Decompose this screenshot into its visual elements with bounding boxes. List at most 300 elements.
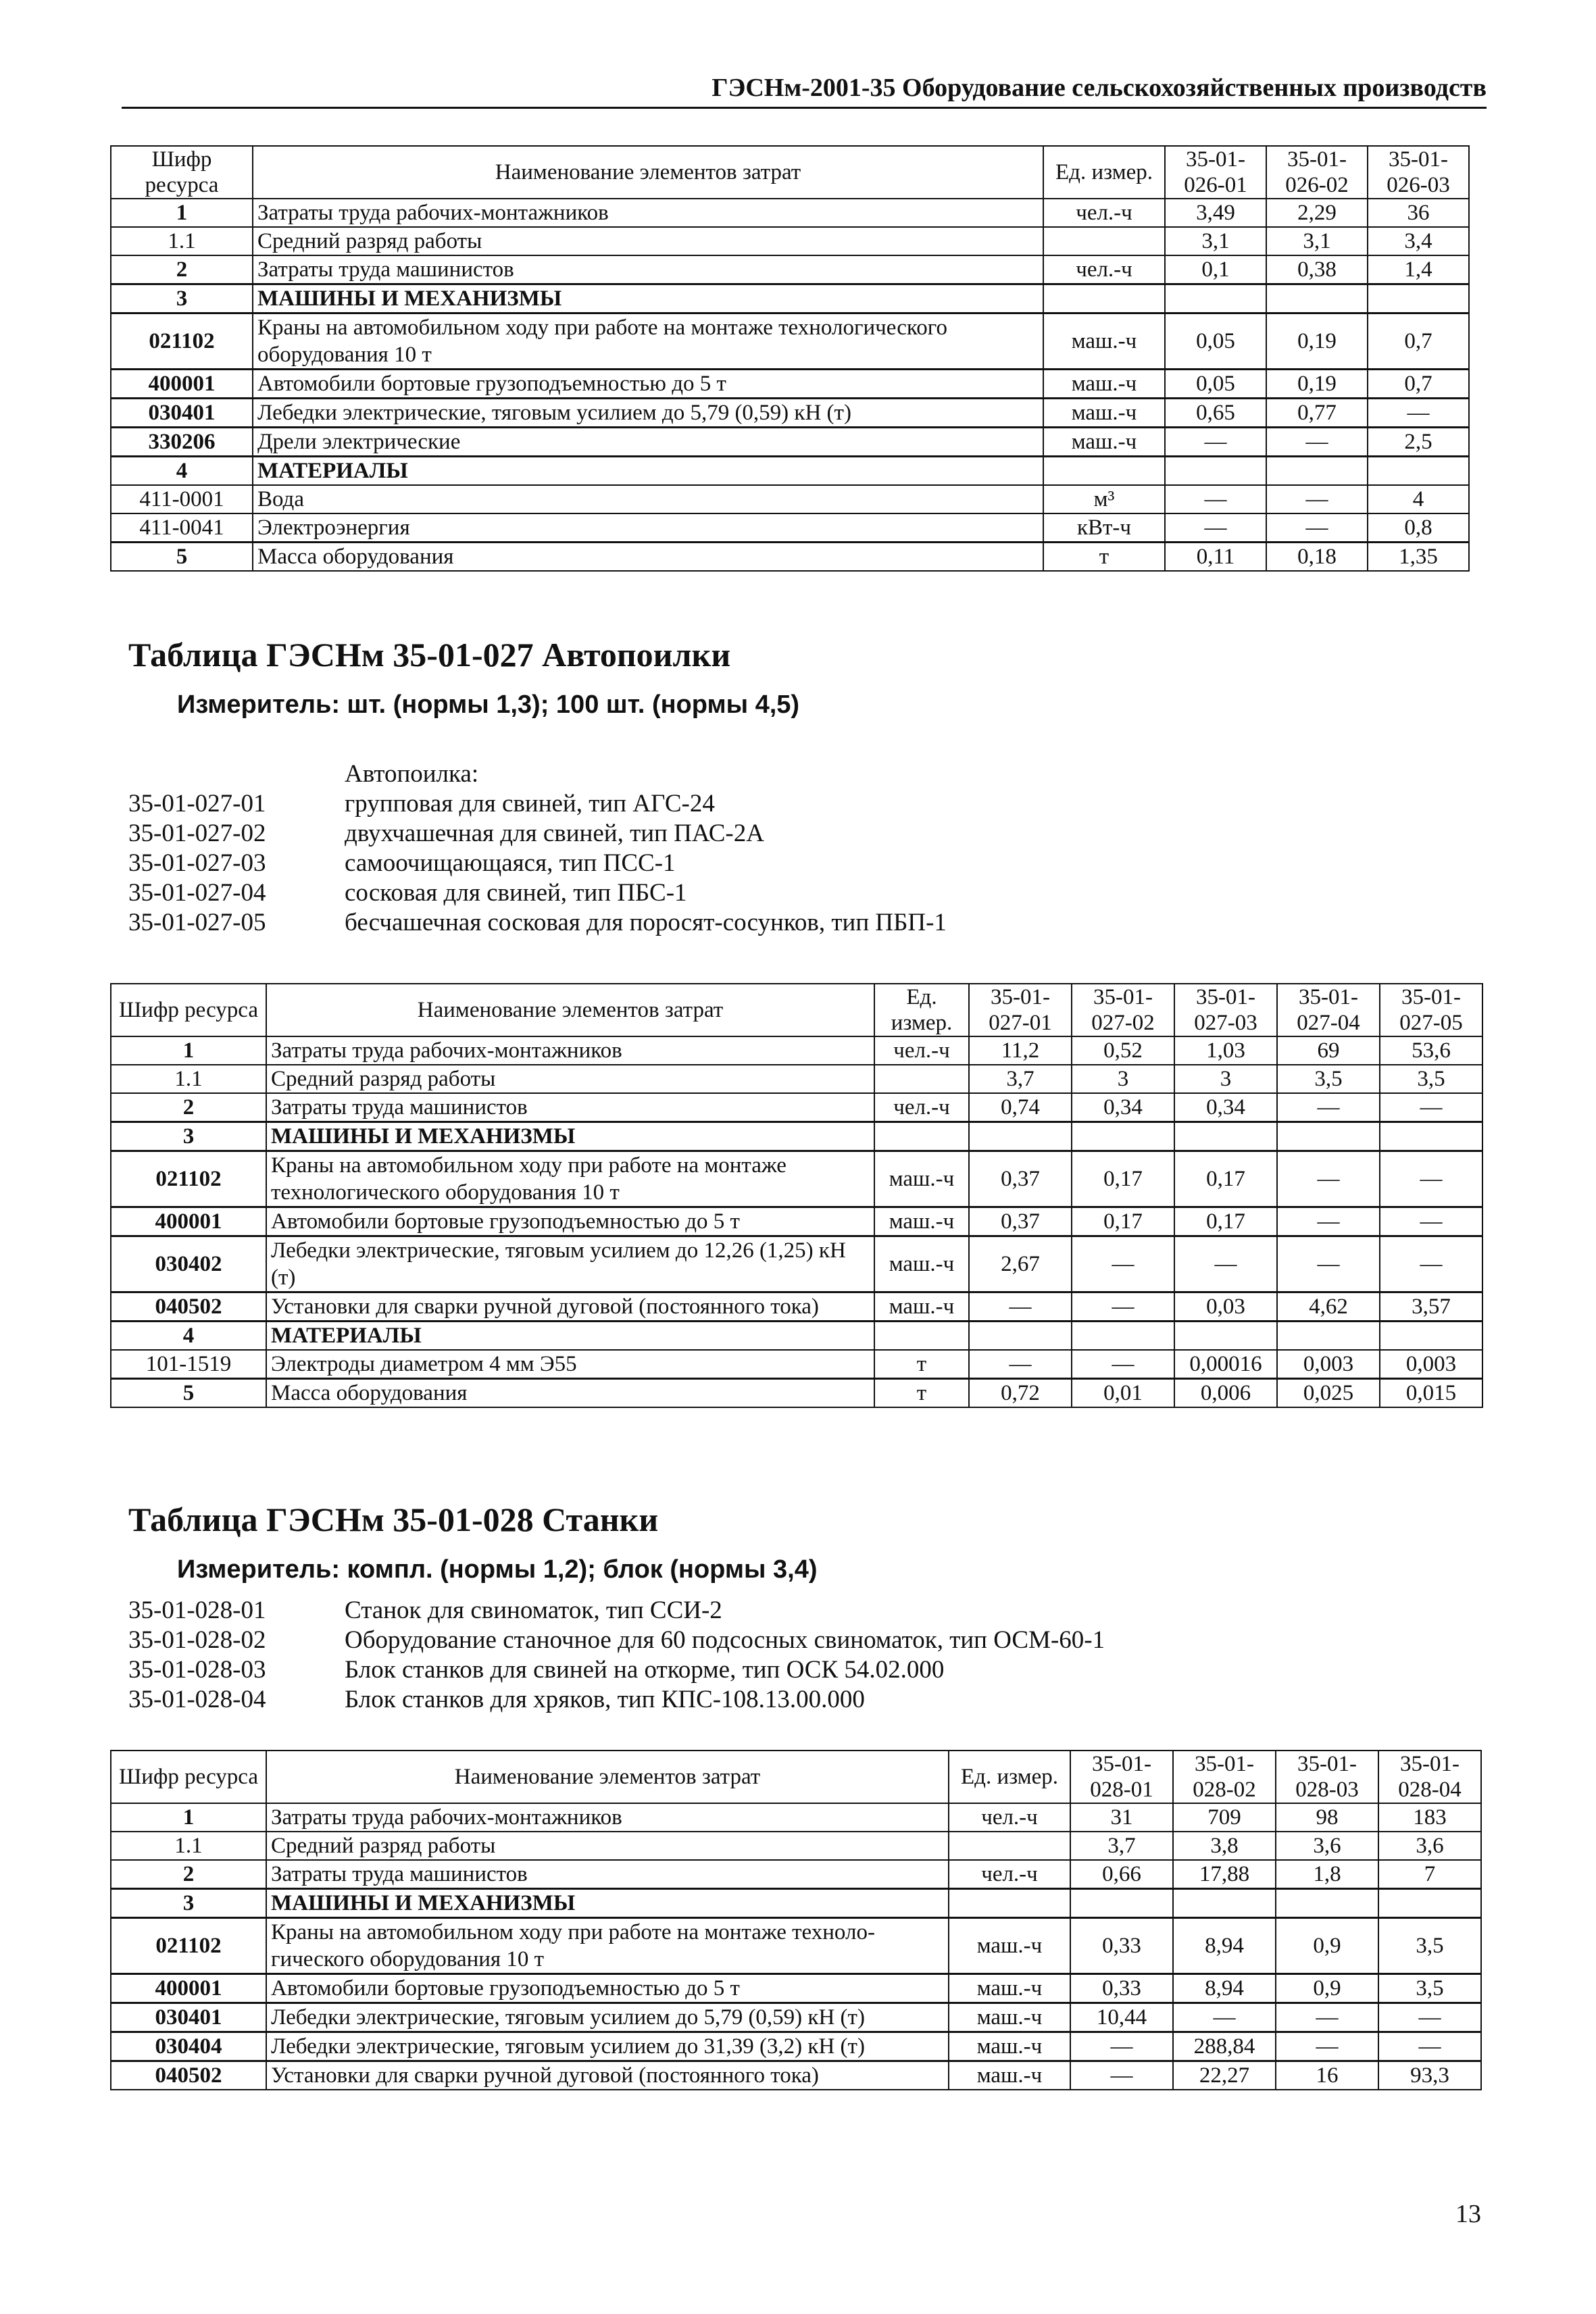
norm-value: 1,4 xyxy=(1368,255,1469,284)
section-title-028: Таблица ГЭСНм 35-01-028 Станки xyxy=(128,1501,659,1538)
header-row xyxy=(111,984,1482,1036)
norm-value: 0,33 xyxy=(1070,1974,1173,2003)
norm-value: 3,5 xyxy=(1277,1065,1380,1093)
norm-value: 8,94 xyxy=(1173,1974,1276,2003)
norm-value: 0,17 xyxy=(1072,1151,1174,1207)
norm-value: — xyxy=(1165,428,1266,457)
norm-value: 0,17 xyxy=(1072,1207,1174,1236)
resource-code: 411-0001 xyxy=(111,485,253,513)
unit: маш.-ч xyxy=(874,1151,969,1207)
resource-code: 3 xyxy=(111,1122,266,1151)
norm-value xyxy=(1072,1122,1174,1151)
norm-value: 0,1 xyxy=(1165,255,1266,284)
header-row xyxy=(111,146,1469,199)
table-row xyxy=(111,1322,1482,1351)
norm-code: 35-01-027-01 xyxy=(128,790,266,818)
header-norm-code: 35-01- 027-03 xyxy=(1174,984,1277,1036)
unit: т xyxy=(1043,543,1165,572)
table-row xyxy=(111,1803,1481,1832)
header-norm-code: 35-01- 028-02 xyxy=(1173,1751,1276,1803)
resource-code: 4 xyxy=(111,1322,266,1351)
unit xyxy=(1043,284,1165,313)
unit xyxy=(874,1122,969,1151)
norm-value: — xyxy=(1165,485,1266,513)
norm-value: — xyxy=(1276,2003,1378,2032)
norm-value: 17,88 xyxy=(1173,1860,1276,1889)
cost-element-name: МАТЕРИАЛЫ xyxy=(266,1322,874,1351)
unit xyxy=(874,1322,969,1351)
cost-table-028 xyxy=(110,1750,1482,2090)
resource-code: 2 xyxy=(111,1093,266,1122)
header-code: Шифр ресурса xyxy=(111,146,253,199)
norm-description: двухчашечная для свиней, тип ПАС-2А xyxy=(345,820,764,847)
norm-value xyxy=(1072,1322,1174,1351)
unit: маш.-ч xyxy=(949,2061,1070,2090)
norm-value: 0,03 xyxy=(1174,1292,1277,1322)
norm-value: 0,7 xyxy=(1368,313,1469,370)
norm-intro-row xyxy=(128,759,947,789)
norm-value: 0,00016 xyxy=(1174,1350,1277,1379)
resource-code: 400001 xyxy=(111,1207,266,1236)
unit: маш.-ч xyxy=(874,1236,969,1292)
norm-value: — xyxy=(1380,1207,1482,1236)
cost-element-name: Электроэнергия xyxy=(253,513,1043,543)
cost-element-name: Краны на автомобильном ходу при работе на монтаже технологического оборудования 10 т xyxy=(253,313,1043,370)
norm-value: 709 xyxy=(1173,1803,1276,1832)
norm-value: — xyxy=(1277,1093,1380,1122)
norm-description: сосковая для свиней, тип ПБС-1 xyxy=(345,879,687,907)
resource-code: 030401 xyxy=(111,2003,266,2032)
norm-code: 35-01-027-03 xyxy=(128,849,266,877)
norm-value xyxy=(1174,1322,1277,1351)
cost-element-name: Затраты труда рабочих-монтажников xyxy=(266,1036,874,1065)
norm-value xyxy=(1368,284,1469,313)
norm-value: 0,9 xyxy=(1276,1974,1378,2003)
norm-row xyxy=(128,1655,1105,1685)
norm-value: — xyxy=(1277,1151,1380,1207)
resource-code: 030401 xyxy=(111,399,253,428)
norm-value: — xyxy=(1380,1093,1482,1122)
norm-value: — xyxy=(1070,2032,1173,2061)
norm-value: — xyxy=(1072,1292,1174,1322)
table-row xyxy=(111,2061,1481,2090)
table-row xyxy=(111,1350,1482,1379)
norm-value: 3 xyxy=(1072,1065,1174,1093)
resource-code: 1 xyxy=(111,1803,266,1832)
norm-value: 3,5 xyxy=(1380,1065,1482,1093)
cost-element-name: МАШИНЫ И МЕХАНИЗМЫ xyxy=(266,1122,874,1151)
norm-value: — xyxy=(1378,2003,1481,2032)
norm-value: 0,05 xyxy=(1165,370,1266,399)
norm-value: 0,8 xyxy=(1368,513,1469,543)
unit: м³ xyxy=(1043,485,1165,513)
norm-value: 2,29 xyxy=(1266,199,1368,227)
norm-value: 0,18 xyxy=(1266,543,1368,572)
norm-value: — xyxy=(1072,1236,1174,1292)
norm-row xyxy=(128,1685,1105,1715)
cost-element-name: Лебедки электрические, тяговым усилием до 12,26 (1,25) кН (т) xyxy=(266,1236,874,1292)
cost-table-027 xyxy=(110,983,1483,1408)
header-code: Шифр ресурса xyxy=(111,984,266,1036)
cost-element-name: Лебедки электрические, тяговым усилием до 31,39 (3,2) кН (т) xyxy=(266,2032,949,2061)
resource-code: 021102 xyxy=(111,313,253,370)
cost-element-name: Краны на автомобильном ходу при работе на монтаже технологического оборудования 10 т xyxy=(266,1151,874,1207)
table-row xyxy=(111,1065,1482,1093)
cost-element-name: Автомобили бортовые грузоподъемностью до 5 т xyxy=(266,1207,874,1236)
norm-value xyxy=(1165,457,1266,486)
unit: маш.-ч xyxy=(1043,313,1165,370)
table-row xyxy=(111,513,1469,543)
unit: чел.-ч xyxy=(874,1036,969,1065)
norm-value: 4,62 xyxy=(1277,1292,1380,1322)
unit: маш.-ч xyxy=(1043,399,1165,428)
norm-value xyxy=(1165,284,1266,313)
resource-code: 1.1 xyxy=(111,1065,266,1093)
norm-row xyxy=(128,878,947,908)
norm-value: 3,6 xyxy=(1378,1832,1481,1860)
norm-value: 0,05 xyxy=(1165,313,1266,370)
norm-value: 288,84 xyxy=(1173,2032,1276,2061)
norm-value: — xyxy=(1277,1236,1380,1292)
resource-code: 411-0041 xyxy=(111,513,253,543)
norm-code: 35-01-028-01 xyxy=(128,1596,266,1624)
norm-value: 0,38 xyxy=(1266,255,1368,284)
norm-value: 0,19 xyxy=(1266,313,1368,370)
table-row xyxy=(111,255,1469,284)
norm-value xyxy=(1380,1122,1482,1151)
norm-value xyxy=(1173,1889,1276,1918)
norm-value: 11,2 xyxy=(969,1036,1072,1065)
header-code: Шифр ресурса xyxy=(111,1751,266,1803)
norm-row xyxy=(128,819,947,849)
norm-intro: Автопоилка: xyxy=(345,760,479,788)
table-row xyxy=(111,1292,1482,1322)
norm-description: самоочищающаяся, тип ПСС-1 xyxy=(345,849,676,877)
resource-code: 4 xyxy=(111,457,253,486)
norm-row xyxy=(128,1596,1105,1626)
table-row xyxy=(111,313,1469,370)
norm-value: 3,7 xyxy=(1070,1832,1173,1860)
cost-element-name: Затраты труда машинистов xyxy=(266,1860,949,1889)
norm-value: — xyxy=(1266,485,1368,513)
table-row xyxy=(111,485,1469,513)
norm-value: 0,74 xyxy=(969,1093,1072,1122)
header-norm-code: 35-01- 026-02 xyxy=(1266,146,1368,199)
cost-element-name: МАТЕРИАЛЫ xyxy=(253,457,1043,486)
cost-element-name: Установки для сварки ручной дуговой (постоянного тока) xyxy=(266,2061,949,2090)
norm-value: — xyxy=(1378,2032,1481,2061)
norm-value: 3,8 xyxy=(1173,1832,1276,1860)
resource-code: 1 xyxy=(111,199,253,227)
norm-description: бесчашечная сосковая для поросят-сосунков, тип ПБП-1 xyxy=(345,909,947,936)
norm-row xyxy=(128,1626,1105,1655)
table-row xyxy=(111,457,1469,486)
table-row xyxy=(111,2032,1481,2061)
norm-description: групповая для свиней, тип АГС-24 xyxy=(345,790,715,818)
norm-value: 3,49 xyxy=(1165,199,1266,227)
resource-code: 330206 xyxy=(111,428,253,457)
norm-value: — xyxy=(1266,513,1368,543)
norm-value: 1,03 xyxy=(1174,1036,1277,1065)
norm-value: 0,66 xyxy=(1070,1860,1173,1889)
resource-code: 3 xyxy=(111,1889,266,1918)
norm-value xyxy=(1174,1122,1277,1151)
norm-value xyxy=(1378,1889,1481,1918)
norm-code: 35-01-028-03 xyxy=(128,1656,266,1684)
header-norm-code: 35-01- 027-01 xyxy=(969,984,1072,1036)
norm-value: 22,27 xyxy=(1173,2061,1276,2090)
cost-element-name: Затраты труда рабочих-монтажников xyxy=(266,1803,949,1832)
header-norm-code: 35-01- 026-03 xyxy=(1368,146,1469,199)
unit: маш.-ч xyxy=(1043,428,1165,457)
cost-element-name: МАШИНЫ И МЕХАНИЗМЫ xyxy=(266,1889,949,1918)
section-title-027: Таблица ГЭСНм 35-01-027 Автопоилки xyxy=(128,636,731,674)
norm-value xyxy=(1277,1122,1380,1151)
norm-value: 8,94 xyxy=(1173,1918,1276,1974)
resource-code: 030404 xyxy=(111,2032,266,2061)
norm-value xyxy=(969,1122,1072,1151)
cost-element-name: МАШИНЫ И МЕХАНИЗМЫ xyxy=(253,284,1043,313)
resource-code: 2 xyxy=(111,1860,266,1889)
norm-value: 3,1 xyxy=(1266,227,1368,255)
unit: чел.-ч xyxy=(1043,199,1165,227)
cost-element-name: Средний разряд работы xyxy=(253,227,1043,255)
cost-element-name: Лебедки электрические, тяговым усилием до 5,79 (0,59) кН (т) xyxy=(266,2003,949,2032)
unit: т xyxy=(874,1350,969,1379)
table-row xyxy=(111,399,1469,428)
header-norm-code: 35-01- 028-04 xyxy=(1378,1751,1481,1803)
unit xyxy=(1043,227,1165,255)
table-row xyxy=(111,227,1469,255)
norm-value: 0,11 xyxy=(1165,543,1266,572)
page-header: ГЭСНм-2001-35 Оборудование сельскохозяйственных производств xyxy=(122,73,1487,109)
norm-value: 0,52 xyxy=(1072,1036,1174,1065)
norm-value: 0,37 xyxy=(969,1207,1072,1236)
header-row xyxy=(111,1751,1481,1803)
resource-code: 2 xyxy=(111,255,253,284)
page-number: 13 xyxy=(1455,2200,1481,2228)
table-row xyxy=(111,1832,1481,1860)
norm-value: 0,34 xyxy=(1174,1093,1277,1122)
resource-code: 400001 xyxy=(111,370,253,399)
norm-list-027 xyxy=(128,759,947,938)
norm-value: 2,67 xyxy=(969,1236,1072,1292)
norm-value: 16 xyxy=(1276,2061,1378,2090)
cost-table-026 xyxy=(110,145,1470,572)
cost-element-name: Затраты труда рабочих-монтажников xyxy=(253,199,1043,227)
header-norm-code: 35-01- 026-01 xyxy=(1165,146,1266,199)
norm-value: 36 xyxy=(1368,199,1469,227)
norm-value: — xyxy=(1070,2061,1173,2090)
norm-value: 1,8 xyxy=(1276,1860,1378,1889)
norm-value: 0,006 xyxy=(1174,1379,1277,1408)
norm-value: 0,37 xyxy=(969,1151,1072,1207)
header-unit: Ед. измер. xyxy=(949,1751,1070,1803)
norm-value: 0,01 xyxy=(1072,1379,1174,1408)
norm-value: 183 xyxy=(1378,1803,1481,1832)
cost-element-name: Средний разряд работы xyxy=(266,1832,949,1860)
norm-value: — xyxy=(1072,1350,1174,1379)
table-row xyxy=(111,1093,1482,1122)
table-row xyxy=(111,543,1469,572)
resource-code: 1.1 xyxy=(111,1832,266,1860)
norm-value: — xyxy=(1266,428,1368,457)
norm-description: Блок станков для свиней на откорме, тип ОСК 54.02.000 xyxy=(345,1656,945,1684)
norm-value: 98 xyxy=(1276,1803,1378,1832)
unit: маш.-ч xyxy=(1043,370,1165,399)
norm-value: 0,77 xyxy=(1266,399,1368,428)
cost-element-name: Затраты труда машинистов xyxy=(266,1093,874,1122)
norm-value: — xyxy=(1173,2003,1276,2032)
table-row xyxy=(111,2003,1481,2032)
norm-value xyxy=(1276,1889,1378,1918)
table-row xyxy=(111,1122,1482,1151)
norm-value: 0,015 xyxy=(1380,1379,1482,1408)
resource-code: 040502 xyxy=(111,1292,266,1322)
table-row xyxy=(111,1974,1481,2003)
norm-value: 93,3 xyxy=(1378,2061,1481,2090)
unit xyxy=(949,1832,1070,1860)
norm-value: 0,9 xyxy=(1276,1918,1378,1974)
table-row xyxy=(111,1236,1482,1292)
norm-value: — xyxy=(969,1292,1072,1322)
norm-value: — xyxy=(969,1350,1072,1379)
unit: маш.-ч xyxy=(949,1974,1070,2003)
norm-value xyxy=(1266,457,1368,486)
unit: чел.-ч xyxy=(1043,255,1165,284)
norm-value: — xyxy=(1380,1151,1482,1207)
norm-value: 3,1 xyxy=(1165,227,1266,255)
resource-code: 021102 xyxy=(111,1151,266,1207)
norm-value: 3,5 xyxy=(1378,1974,1481,2003)
table-row xyxy=(111,1860,1481,1889)
norm-row xyxy=(128,789,947,819)
unit: маш.-ч xyxy=(949,2003,1070,2032)
table-row xyxy=(111,370,1469,399)
resource-code: 3 xyxy=(111,284,253,313)
unit: маш.-ч xyxy=(949,2032,1070,2061)
norm-value: 69 xyxy=(1277,1036,1380,1065)
resource-code: 1 xyxy=(111,1036,266,1065)
norm-value: 0,003 xyxy=(1380,1350,1482,1379)
norm-value: 3,57 xyxy=(1380,1292,1482,1322)
resource-code: 040502 xyxy=(111,2061,266,2090)
table-row xyxy=(111,1918,1481,1974)
norm-value: — xyxy=(1276,2032,1378,2061)
norm-value: 0,19 xyxy=(1266,370,1368,399)
table-row xyxy=(111,428,1469,457)
table-row xyxy=(111,1036,1482,1065)
resource-code: 400001 xyxy=(111,1974,266,2003)
cost-element-name: Средний разряд работы xyxy=(266,1065,874,1093)
resource-code: 1.1 xyxy=(111,227,253,255)
norm-value: 3,4 xyxy=(1368,227,1469,255)
norm-value: 0,33 xyxy=(1070,1918,1173,1974)
norm-row xyxy=(128,849,947,878)
norm-value: 31 xyxy=(1070,1803,1173,1832)
norm-value: 0,72 xyxy=(969,1379,1072,1408)
norm-value: — xyxy=(1165,513,1266,543)
norm-value xyxy=(1380,1322,1482,1351)
unit xyxy=(1043,457,1165,486)
meter-028: Измеритель: компл. (нормы 1,2); блок (нормы 3,4) xyxy=(177,1555,818,1584)
cost-element-name: Затраты труда машинистов xyxy=(253,255,1043,284)
table-row xyxy=(111,1889,1481,1918)
norm-description: Блок станков для хряков, тип КПС-108.13.00.000 xyxy=(345,1686,865,1713)
table-row xyxy=(111,284,1469,313)
norm-value: 1,35 xyxy=(1368,543,1469,572)
norm-value: 3,7 xyxy=(969,1065,1072,1093)
norm-code: 35-01-028-04 xyxy=(128,1686,266,1713)
norm-description: Станок для свиноматок, тип ССИ-2 xyxy=(345,1596,722,1624)
norm-value: 53,6 xyxy=(1380,1036,1482,1065)
unit: чел.-ч xyxy=(949,1803,1070,1832)
unit: маш.-ч xyxy=(949,1918,1070,1974)
norm-value: 0,17 xyxy=(1174,1151,1277,1207)
unit xyxy=(949,1889,1070,1918)
cost-element-name: Краны на автомобильном ходу при работе на монтаже техноло-гического оборудования 10 т xyxy=(266,1918,949,1974)
resource-code: 101-1519 xyxy=(111,1350,266,1379)
header-name: Наименование элементов затрат xyxy=(253,146,1043,199)
norm-value xyxy=(1070,1889,1173,1918)
header-unit: Ед. измер. xyxy=(874,984,969,1036)
unit: маш.-ч xyxy=(874,1292,969,1322)
resource-code: 5 xyxy=(111,543,253,572)
norm-value: 3,6 xyxy=(1276,1832,1378,1860)
norm-value: 0,003 xyxy=(1277,1350,1380,1379)
cost-element-name: Масса оборудования xyxy=(266,1379,874,1408)
header-unit: Ед. измер. xyxy=(1043,146,1165,199)
norm-value: — xyxy=(1277,1207,1380,1236)
norm-value: 0,34 xyxy=(1072,1093,1174,1122)
header-name: Наименование элементов затрат xyxy=(266,984,874,1036)
cost-element-name: Электроды диаметром 4 мм Э55 xyxy=(266,1350,874,1379)
norm-value: 0,17 xyxy=(1174,1207,1277,1236)
header-norm-code: 35-01- 027-05 xyxy=(1380,984,1482,1036)
norm-code: 35-01-027-02 xyxy=(128,820,266,847)
norm-description: Оборудование станочное для 60 подсосных свиноматок, тип ОСМ-60-1 xyxy=(345,1626,1105,1654)
cost-element-name: Масса оборудования xyxy=(253,543,1043,572)
header-norm-code: 35-01- 027-02 xyxy=(1072,984,1174,1036)
norm-value: — xyxy=(1380,1236,1482,1292)
unit: чел.-ч xyxy=(949,1860,1070,1889)
header-norm-code: 35-01- 028-03 xyxy=(1276,1751,1378,1803)
norm-value: 3 xyxy=(1174,1065,1277,1093)
cost-element-name: Лебедки электрические, тяговым усилием до 5,79 (0,59) кН (т) xyxy=(253,399,1043,428)
unit: кВт-ч xyxy=(1043,513,1165,543)
cost-element-name: Автомобили бортовые грузоподъемностью до 5 т xyxy=(253,370,1043,399)
unit: т xyxy=(874,1379,969,1408)
resource-code: 5 xyxy=(111,1379,266,1408)
unit xyxy=(874,1065,969,1093)
norm-code: 35-01-028-02 xyxy=(128,1626,266,1654)
table-row xyxy=(111,1207,1482,1236)
norm-code: 35-01-027-04 xyxy=(128,879,266,907)
cost-element-name: Автомобили бортовые грузоподъемностью до 5 т xyxy=(266,1974,949,2003)
norm-list-028 xyxy=(128,1596,1105,1715)
table-row xyxy=(111,1379,1482,1408)
norm-value: — xyxy=(1368,399,1469,428)
meter-027: Измеритель: шт. (нормы 1,3); 100 шт. (нормы 4,5) xyxy=(177,690,800,719)
norm-value: 0,7 xyxy=(1368,370,1469,399)
cost-element-name: Дрели электрические xyxy=(253,428,1043,457)
norm-value: 2,5 xyxy=(1368,428,1469,457)
norm-value xyxy=(1266,284,1368,313)
norm-value: 3,5 xyxy=(1378,1918,1481,1974)
norm-row xyxy=(128,908,947,938)
header-norm-code: 35-01- 028-01 xyxy=(1070,1751,1173,1803)
cost-element-name: Установки для сварки ручной дуговой (постоянного тока) xyxy=(266,1292,874,1322)
